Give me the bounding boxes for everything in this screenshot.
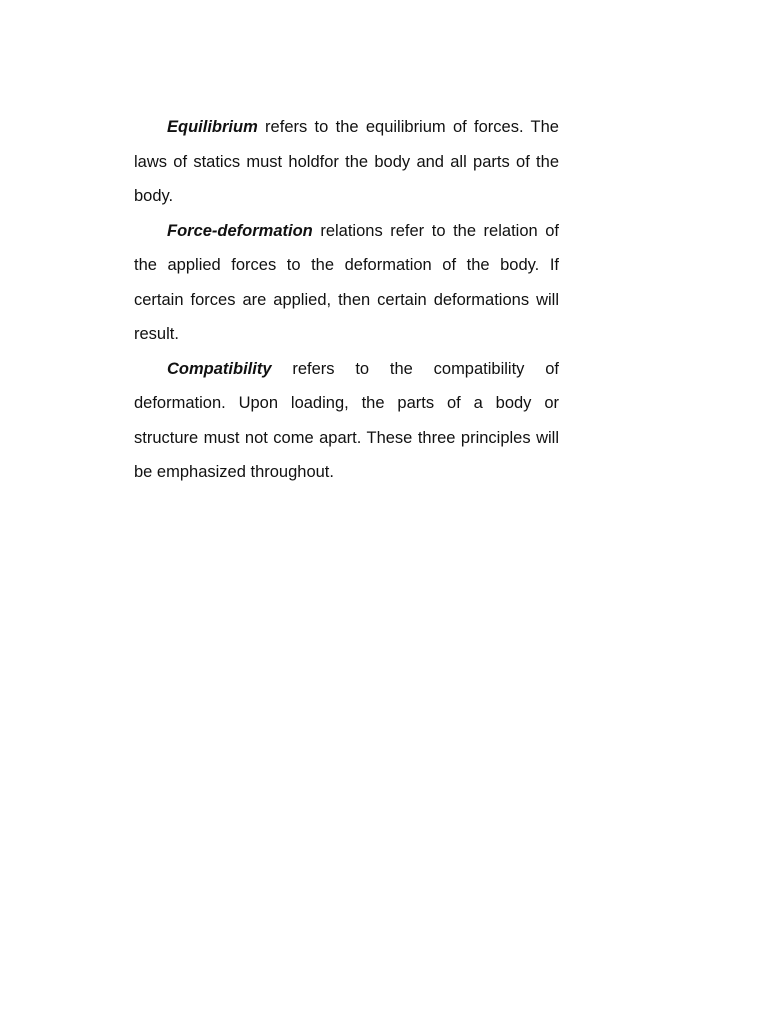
paragraph-text: relations refer to the relation of the applied forces to the deformation of the body. If certain forces are applied, then certain deformations will result. xyxy=(134,221,559,343)
body-text xyxy=(134,110,559,490)
term-compatibility: Compatibility xyxy=(167,359,272,378)
term-equilibrium: Equilibrium xyxy=(167,118,258,136)
paragraph-equilibrium xyxy=(134,110,559,214)
paragraph-compatibility xyxy=(134,352,559,490)
paragraph-force-deformation xyxy=(134,214,559,352)
paragraph-text: refers to the equilibrium of forces. The laws of statics must holdfor the body and all parts of the body. xyxy=(134,118,559,205)
paragraph-text: refers to the compatibility of deformation. Upon loading, the parts of a body or structure must not come apart. These three principles will be emphasized throughout. xyxy=(134,359,559,481)
term-force-deformation: Force-deformation xyxy=(167,221,313,240)
